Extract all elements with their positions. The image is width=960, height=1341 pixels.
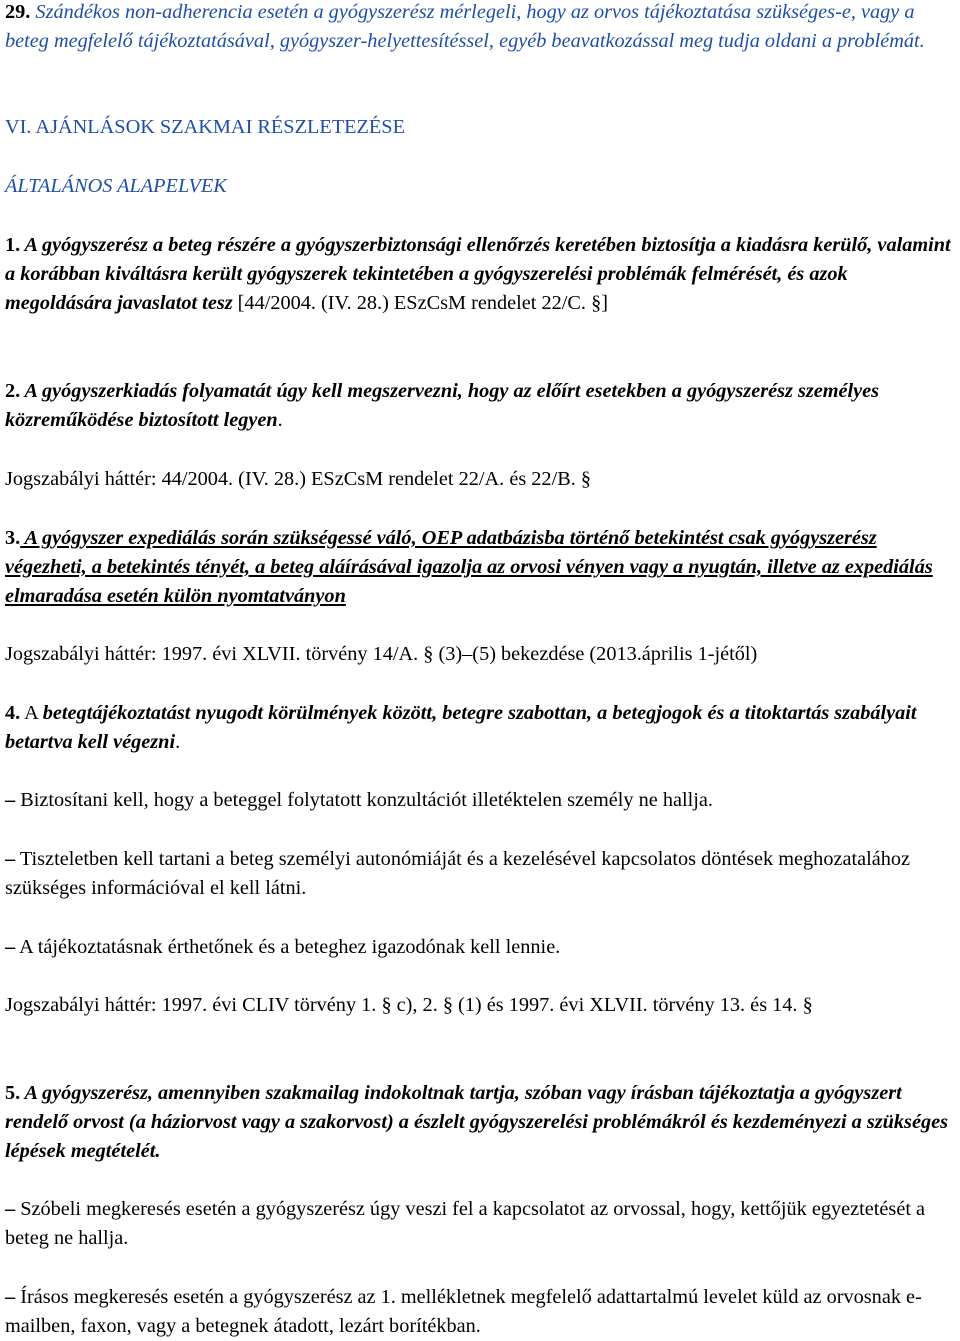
- recommendation-4-bullet: [5, 845, 956, 903]
- recommendation-5-text: A gyógyszerész, amennyiben szakmailag indokoltnak tartja, szóban vagy írásban tájékoztatja a gyógyszert rendelő orvost (a háziorvost vagy a szakorvost) a észlelt gyógyszerelési problémákról és kezdeményezi a szükséges lépések megtételét.: [5, 1082, 948, 1162]
- recommendation-1: [5, 231, 956, 318]
- recommendation-5-number: 5.: [5, 1082, 21, 1104]
- recommendation-4-text: betegtájékoztatást nyugodt körülmények között, betegre szabottan, a betegjogok és a titoktartás szabályait betartva kell végezni: [5, 702, 917, 753]
- recommendation-3: [5, 524, 956, 611]
- bullet-text: A tájékoztatásnak érthetőnek és a beteghez igazodónak kell lennie.: [19, 936, 561, 958]
- paragraph-29: [5, 0, 956, 56]
- recommendation-4-bullet: [5, 933, 956, 962]
- bullet-dash: –: [5, 789, 16, 811]
- recommendation-5-bullet: [5, 1195, 956, 1253]
- recommendation-5: [5, 1079, 956, 1166]
- recommendation-4-lead: A: [20, 702, 43, 724]
- bullet-dash: –: [5, 936, 16, 958]
- recommendation-4-bullet: [5, 786, 956, 815]
- recommendation-2: [5, 377, 956, 435]
- recommendation-2-number: 2.: [5, 380, 21, 402]
- recommendation-5-bullet: [5, 1283, 956, 1341]
- recommendation-4-end: .: [175, 731, 181, 753]
- recommendation-1-number: 1.: [5, 234, 21, 256]
- bullet-text: Tiszteletben kell tartani a beteg személyi autonómiáját és a kezelésével kapcsolatos döntések meghozatalához szükséges információval el kell látni.: [5, 848, 911, 899]
- subsection-title: ÁLTALÁNOS ALAPELVEK: [5, 175, 227, 197]
- recommendation-3-text: A gyógyszer expediálás során szükségessé váló, OEP adatbázisba történő betekintést csak gyógyszerész végezheti, a betekintés tényét, a beteg aláírásával igazolja az orvosi vényen vagy a nyugtán, illetve az expediálás elmaradása esetén külön nyomtatványon: [5, 527, 933, 607]
- section-title: VI. AJÁNLÁSOK SZAKMAI RÉSZLETEZÉSE: [5, 116, 405, 138]
- bullet-dash: –: [5, 1198, 16, 1220]
- recommendation-4: [5, 699, 956, 757]
- recommendation-3-legal-basis: Jogszabályi háttér: 1997. évi XLVII. törvény 14/A. § (3)–(5) bekezdése (2013.április 1-jétől): [5, 643, 758, 665]
- recommendation-4-legal-basis: Jogszabályi háttér: 1997. évi CLIV törvény 1. § c), 2. § (1) és 1997. évi XLVII. törvény 13. és 14. §: [5, 994, 813, 1016]
- recommendation-1-text: A gyógyszerész a beteg részére a gyógyszerbiztonsági ellenőrzés keretében biztosítja a kiadásra kerülő, valamint a korábban kiváltásra került gyógyszerek tekintetében a gyógyszerelési problémák felmérését, és azok megoldására javaslatot tesz: [5, 234, 951, 314]
- bullet-dash: –: [5, 1286, 16, 1308]
- recommendation-1-reference: [44/2004. (IV. 28.) ESzCsM rendelet 22/C. §]: [232, 292, 608, 314]
- bullet-text: Biztosítani kell, hogy a beteggel folytatott konzultációt illetéktelen személy ne hallja.: [20, 789, 713, 811]
- recommendation-2-text: A gyógyszerkiadás folyamatát úgy kell megszervezni, hogy az előírt esetekben a gyógyszerész személyes közreműködése biztosított legyen: [5, 380, 880, 431]
- bullet-text: Szóbeli megkeresés esetén a gyógyszerész úgy veszi fel a kapcsolatot az orvossal, hogy, kettőjük egyeztetését a beteg ne hallja.: [5, 1198, 926, 1249]
- recommendation-3-number: 3.: [5, 527, 21, 549]
- paragraph-29-text: Szándékos non-adherencia esetén a gyógyszerész mérlegeli, hogy az orvos tájékoztatása szükséges-e, vagy a beteg megfelelő tájékoztatásával, gyógyszer-helyettesítéssel, egyéb beavatkozással meg tudja oldani a problémát.: [5, 1, 925, 52]
- recommendation-4-number: 4.: [5, 702, 21, 724]
- bullet-text: Írásos megkeresés esetén a gyógyszerész az 1. mellékletnek megfelelő adattartalmú levelet küld az orvosnak e-mailben, faxon, vagy a betegnek átadott, lezárt borítékban.: [5, 1286, 922, 1337]
- recommendation-2-legal-basis: Jogszabályi háttér: 44/2004. (IV. 28.) ESzCsM rendelet 22/A. és 22/B. §: [5, 468, 592, 490]
- bullet-dash: –: [5, 848, 16, 870]
- recommendation-2-end: .: [277, 409, 283, 431]
- paragraph-29-number: 29.: [5, 1, 31, 23]
